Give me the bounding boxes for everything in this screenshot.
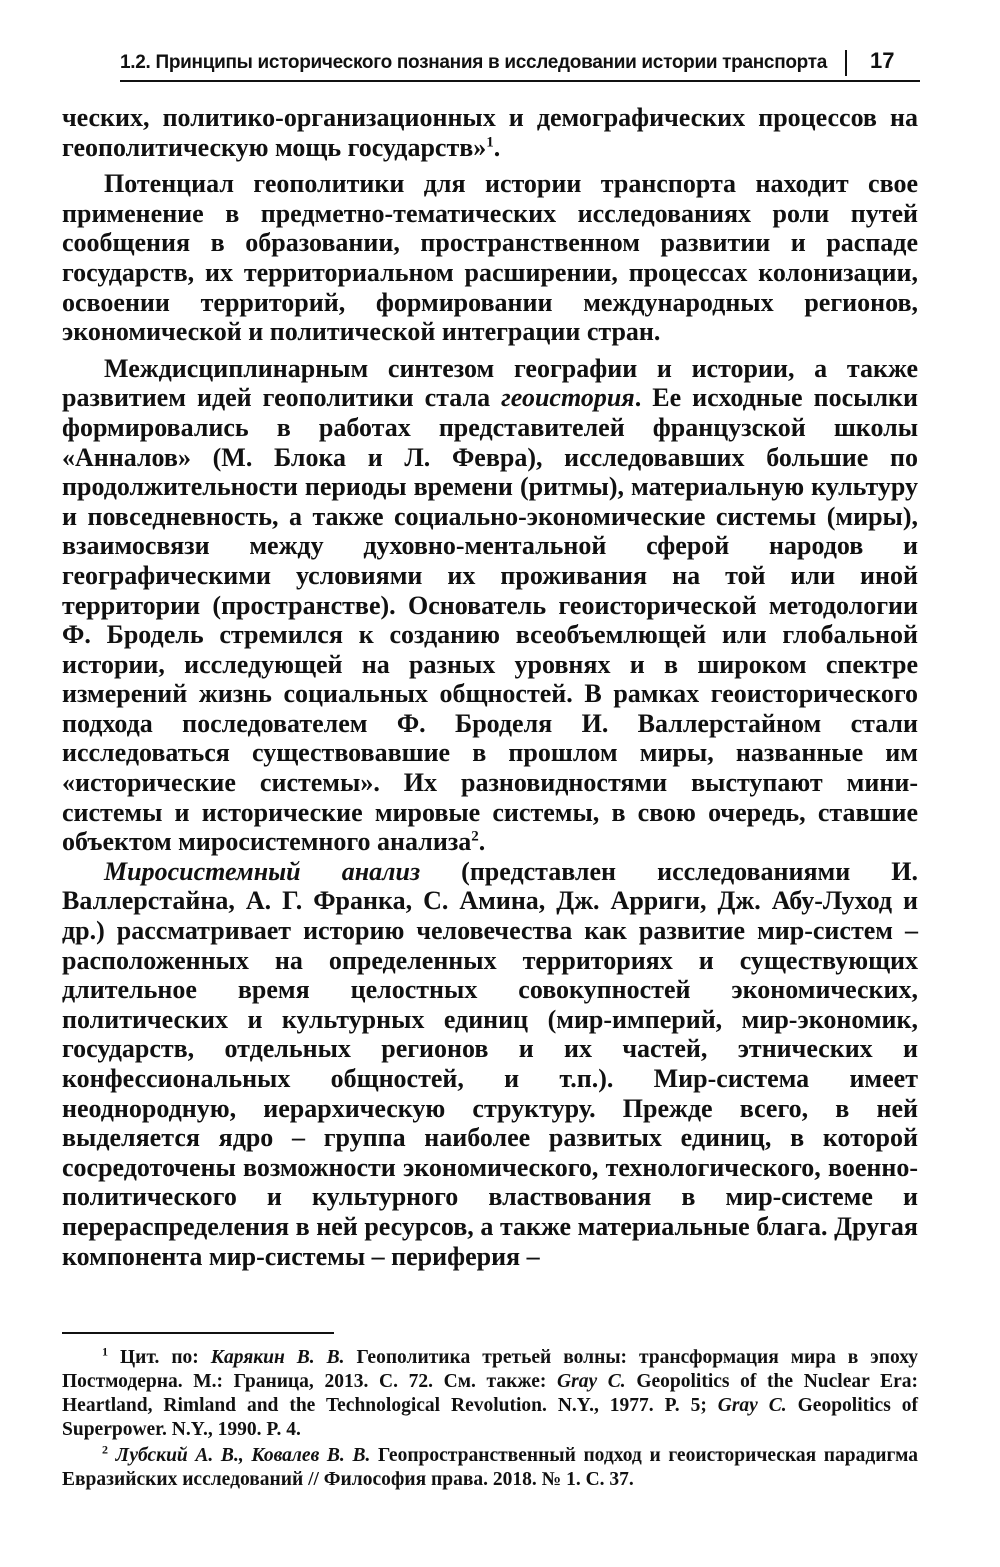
- paragraph-1: [62, 103, 918, 162]
- footnote-1-text-b: Геополитика третьей волны: трансформация мира в эпоху Постмодерна. М.: Граница, 2013. С. 72. См. также:: [62, 1347, 918, 1392]
- paragraph-4-text: (представлен исследованиями И. Валлерстайна, А. Г. Франка, С. Амина, Дж. Арриги, Дж. Абу-Луход и др.) рассматривает историю человечества как развитие мир-систем – расположенных на определенных территориях и существующих длительное время целостных совокупностей экономических, политических и культурных единиц (мир-империй, мир-экономик, государств, отдельных регионов и их частей, этнических и конфессиональных общностей, и т.п.). Мир-система имеет неоднородную, иерархическую структуру. Прежде всего, в ней выделяется ядро – группа наиболее развитых единиц, в которой сосредоточены возможности экономического, технологического, военно-политического и культурного властвования в мир-системе и перераспределения в ней ресурсов, а также материальные блага. Другая компонента мир-системы – периферия –: [62, 856, 918, 1271]
- footnote-2: [62, 1444, 918, 1492]
- running-header: [120, 46, 920, 80]
- footnote-2-number: 2: [102, 1442, 108, 1457]
- paragraph-1-text: ческих, политико-организационных и демографических процессов на геополитическую мощь государств»: [62, 103, 918, 162]
- paragraph-3-text-b: . Ее исходные посылки формировались в работах представителей французской школы «Анналов» (М. Блока и Л. Февра), исследовавших большие по продолжительности периоды времени (ритмы), материальную культуру и повседневность, а также социально-экономические системы (миры), взаимосвязи между духовно-ментальной сферой народов и географическими условиями их проживания на той или иной территории (пространстве). Основатель геоисторической методологии Ф. Бродель стремился к созданию всеобъемлющей или глобальной истории, исследующей на разных уровнях и в широком спектре измерений жизнь социальных общностей. В рамках геоисторического подхода последователем Ф. Броделя И. Валлерстайном стали исследоваться существовавшие в прошлом миры, названные им «исторические системы». Их разновидностями выступают мини-системы и исторические мировые системы, в свою очередь, ставшие объектом миросистемного анализа: [62, 383, 918, 857]
- footnote-1-text-d: Geopolitics of Superpower. N.Y., 1990. P. 4.: [62, 1395, 918, 1440]
- page-number: 17: [870, 48, 895, 73]
- footnote-1-text-c: Geopolitics of the Nuclear Era: Heartland, Rimland and the Technological Revolution. N.Y., 1977. P. 5;: [62, 1371, 918, 1416]
- footnote-ref-1: 1: [486, 133, 494, 150]
- footnote-separator: [62, 1332, 334, 1334]
- paragraph-3-text-a: Междисциплинарным синтезом географии и истории, а также развитием идей геополитики стала: [62, 353, 918, 413]
- paragraph-1-end: .: [493, 132, 501, 162]
- footnote-2-text: Геопространственный подход и геоисторическая парадигма Евразийских исследований // Философия права. 2018. № 1. С. 37.: [62, 1445, 918, 1490]
- footnote-1-author-2: Gray C.: [557, 1371, 626, 1392]
- header-rule: [120, 80, 920, 82]
- footnote-1-author: Карякин В. В.: [210, 1347, 345, 1368]
- paragraph-3: [62, 354, 918, 857]
- term-world-systems-analysis: Миросистемный анализ: [104, 856, 421, 886]
- footnote-1: [62, 1346, 918, 1442]
- header-separator: [845, 50, 847, 76]
- main-text: [62, 103, 918, 1271]
- paragraph-4: [62, 857, 918, 1271]
- footnote-1-text-a: Цит. по:: [108, 1347, 211, 1368]
- paragraph-3-end: .: [478, 827, 486, 857]
- paragraph-2: Потенциал геополитики для истории транспорта находит свое применение в предметно-тематических исследованиях роли путей сообщения в образовании, пространственном развитии и распаде государств, их территориальном расширении, процессах колонизации, освоении территорий, формировании международных регионов, экономической и политической интеграции стран.: [62, 169, 918, 347]
- footnote-2-authors: Лубский А. В., Ковалев В. В.: [108, 1445, 371, 1466]
- footnote-1-number: 1: [102, 1344, 108, 1359]
- term-geohistory: геоистория: [501, 383, 635, 413]
- footnotes: [62, 1346, 918, 1494]
- footnote-1-author-3: Gray C.: [717, 1395, 787, 1416]
- running-title: 1.2. Принципы исторического познания в исследовании истории транспорта: [120, 52, 828, 73]
- footnote-ref-2: 2: [471, 828, 479, 845]
